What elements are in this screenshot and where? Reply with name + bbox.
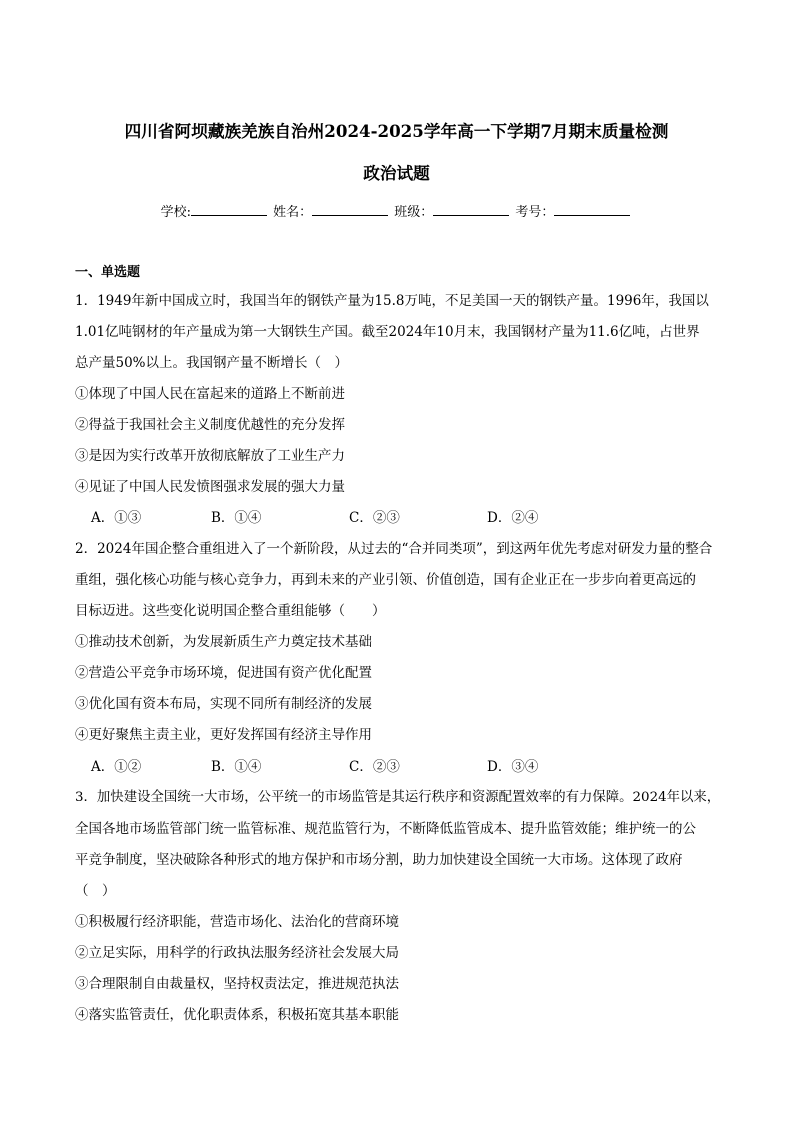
question-1-line-3: 总产量50%以上。我国钢产量不断增长（ ） bbox=[75, 355, 349, 371]
question-3-statement-2: ②立足实际，用科学的行政执法服务经济社会发展大局 bbox=[75, 945, 399, 961]
question-1-statement-1: ①体现了中国人民在富起来的道路上不断前进 bbox=[75, 386, 345, 402]
document-subtitle: 政治试题 bbox=[363, 163, 430, 183]
exam-number-blank[interactable] bbox=[554, 203, 630, 216]
name-blank[interactable] bbox=[312, 203, 388, 216]
question-2-line-2: 重组，强化核心功能与核心竞争力，再到未来的产业引领、价值创造，国有企业正在一步步向着更高远的 bbox=[75, 572, 696, 588]
question-3-line-4: （ ） bbox=[75, 883, 116, 899]
question-2-line-3: 目标迈进。这些变化说明国企整合重组能够（ ） bbox=[75, 603, 386, 619]
question-1-option-d[interactable]: D．②④ bbox=[487, 510, 539, 526]
student-info-row bbox=[0, 201, 793, 220]
question-2-option-d[interactable]: D．③④ bbox=[487, 759, 539, 775]
question-2-statement-4: ④更好聚焦主责主业，更好发挥国有经济主导作用 bbox=[75, 727, 372, 743]
question-3-line-1: 3．加快建设全国统一大市场，公平统一的市场监管是其运行秩序和资源配置效率的有力保障。2024年以来， bbox=[75, 790, 721, 805]
question-3-statement-1: ①积极履行经济职能，营造市场化、法治化的营商环境 bbox=[75, 914, 399, 930]
question-3-statement-4: ④落实监管责任，优化职责体系，积极拓宽其基本职能 bbox=[75, 1007, 399, 1023]
question-1-line-2: 1.01亿吨钢材的年产量成为第一大钢铁生产国。截至2024年10月末，我国钢材产量为11.6亿吨，占世界 bbox=[75, 324, 700, 340]
question-2-option-b[interactable]: B．①④ bbox=[211, 759, 262, 775]
exam-number-label: 考号： bbox=[515, 205, 555, 220]
question-3-line-2: 全国各地市场监管部门统一监管标准、规范监管行为，不断降低监管成本、提升监管效能；维护统一的公 bbox=[75, 821, 696, 837]
name-label: 姓名： bbox=[273, 205, 313, 220]
question-1-option-a[interactable]: A．①③ bbox=[91, 510, 142, 526]
question-1-option-c[interactable]: C．②③ bbox=[349, 510, 400, 526]
question-2-line-1: 2．2024年国企整合重组进入了一个新阶段，从过去的“合并同类项”，到这两年优先考虑对研发力量的整合 bbox=[75, 541, 713, 557]
document-title: 四川省阿坝藏族羌族自治州2024-2025学年高一下学期7月期末质量检测 bbox=[124, 121, 669, 141]
section-heading: 一、单选题 bbox=[75, 265, 141, 280]
question-1-line-1: 1．1949年新中国成立时，我国当年的钢铁产量为15.8万吨，不足美国一天的钢铁产量。1996年，我国以 bbox=[75, 293, 709, 309]
question-3-statement-3: ③合理限制自由裁量权，坚持权责法定，推进规范执法 bbox=[75, 976, 399, 992]
question-2-statement-3: ③优化国有资本布局，实现不同所有制经济的发展 bbox=[75, 696, 372, 712]
class-label: 班级： bbox=[394, 205, 434, 220]
question-1-option-b[interactable]: B．①④ bbox=[211, 510, 262, 526]
question-2-option-c[interactable]: C．②③ bbox=[349, 759, 400, 775]
question-3-line-3: 平竞争制度，坚决破除各种形式的地方保护和市场分割，助力加快建设全国统一大市场。这体现了政府 bbox=[75, 852, 683, 868]
class-blank[interactable] bbox=[433, 203, 509, 216]
question-1-statement-3: ③是因为实行改革开放彻底解放了工业生产力 bbox=[75, 448, 345, 464]
question-1-statement-2: ②得益于我国社会主义制度优越性的充分发挥 bbox=[75, 417, 345, 433]
question-2-statement-1: ①推动技术创新，为发展新质生产力奠定技术基础 bbox=[75, 634, 372, 650]
school-label: 学校: bbox=[160, 205, 191, 220]
school-blank[interactable] bbox=[191, 203, 267, 216]
question-2-statement-2: ②营造公平竞争市场环境，促进国有资产优化配置 bbox=[75, 665, 372, 681]
question-2-option-a[interactable]: A．①② bbox=[91, 759, 142, 775]
question-1-statement-4: ④见证了中国人民发愤图强求发展的强大力量 bbox=[75, 479, 345, 495]
